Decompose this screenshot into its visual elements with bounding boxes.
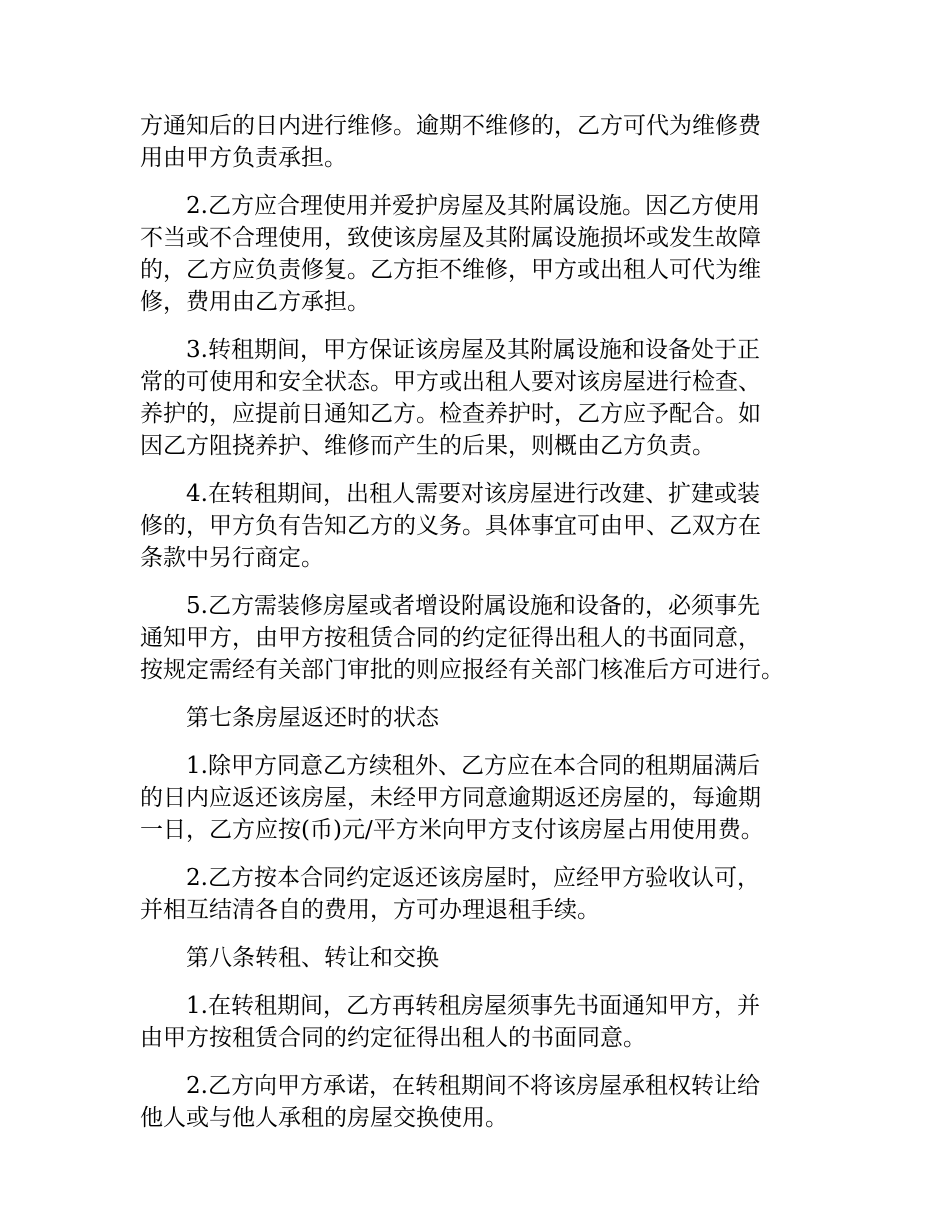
paragraph-line: 常的可使用和安全状态。甲方或出租人要对该房屋进行检查、 [140,369,761,395]
paragraph [140,478,830,574]
paragraph-line: 3.转租期间，甲方保证该房屋及其附属设施和设备处于正 [186,337,760,363]
paragraph [140,702,830,734]
paragraph [140,190,830,318]
paragraph-line: 4.在转租期间，出租人需要对该房屋进行改建、扩建或装 [186,481,760,507]
paragraph-line: 因乙方阻挠养护、维修而产生的后果，则概由乙方负责。 [140,433,715,459]
paragraph [140,990,830,1054]
paragraph-line: 2.乙方应合理使用并爱护房屋及其附属设施。因乙方使用 [186,193,760,219]
paragraph-line: 修的，甲方负有告知乙方的义务。具体事宜可由甲、乙双方在 [140,513,761,539]
paragraph [140,334,830,462]
paragraph-line: 条款中另行商定。 [140,545,324,571]
paragraph-line: 2.乙方向甲方承诺，在转租期间不将该房屋承租权转让给 [186,1073,760,1099]
paragraph-line: 修，费用由乙方承担。 [140,289,370,315]
paragraph-line: 养护的，应提前日通知乙方。检查养护时，乙方应予配合。如 [140,401,761,427]
paragraph-line: 2.乙方按本合同约定返还该房屋时，应经甲方验收认可， [186,865,760,891]
paragraph-line: 的日内应返还该房屋，未经甲方同意逾期返还房屋的，每逾期 [140,785,761,811]
paragraph-line: 第七条房屋返还时的状态 [186,705,439,731]
paragraph-line: 通知甲方，由甲方按租赁合同的约定征得出租人的书面同意， [140,625,761,651]
paragraph-line: 用由甲方负责承担。 [140,145,347,171]
paragraph [140,1070,830,1134]
paragraph-line: 他人或与他人承租的房屋交换使用。 [140,1105,508,1131]
paragraph [140,862,830,926]
paragraph-line: 方通知后的日内进行维修。逾期不维修的，乙方可代为维修费 [140,113,761,139]
paragraph-line: 一日，乙方应按(币)元/平方米向甲方支付该房屋占用使用费。 [140,817,764,843]
paragraph-line: 并相互结清各自的费用，方可办理退租手续。 [140,897,600,923]
paragraph [140,590,830,686]
paragraph-line: 由甲方按租赁合同的约定征得出租人的书面同意。 [140,1025,646,1051]
paragraph-line: 按规定需经有关部门审批的则应报经有关部门核准后方可进行。 [140,657,784,683]
paragraph-line: 不当或不合理使用，致使该房屋及其附属设施损坏或发生故障 [140,225,761,251]
paragraph-line: 1.在转租期间，乙方再转租房屋须事先书面通知甲方，并 [186,993,760,1019]
paragraph-line: 第八条转租、转让和交换 [186,945,439,971]
paragraph-line: 的，乙方应负责修复。乙方拒不维修，甲方或出租人可代为维 [140,257,761,283]
paragraph-line: 1.除甲方同意乙方续租外、乙方应在本合同的租期届满后 [186,753,760,779]
paragraph [140,110,830,174]
document-body [140,110,830,1150]
paragraph [140,942,830,974]
paragraph-line: 5.乙方需装修房屋或者增设附属设施和设备的，必须事先 [186,593,760,619]
paragraph [140,750,830,846]
